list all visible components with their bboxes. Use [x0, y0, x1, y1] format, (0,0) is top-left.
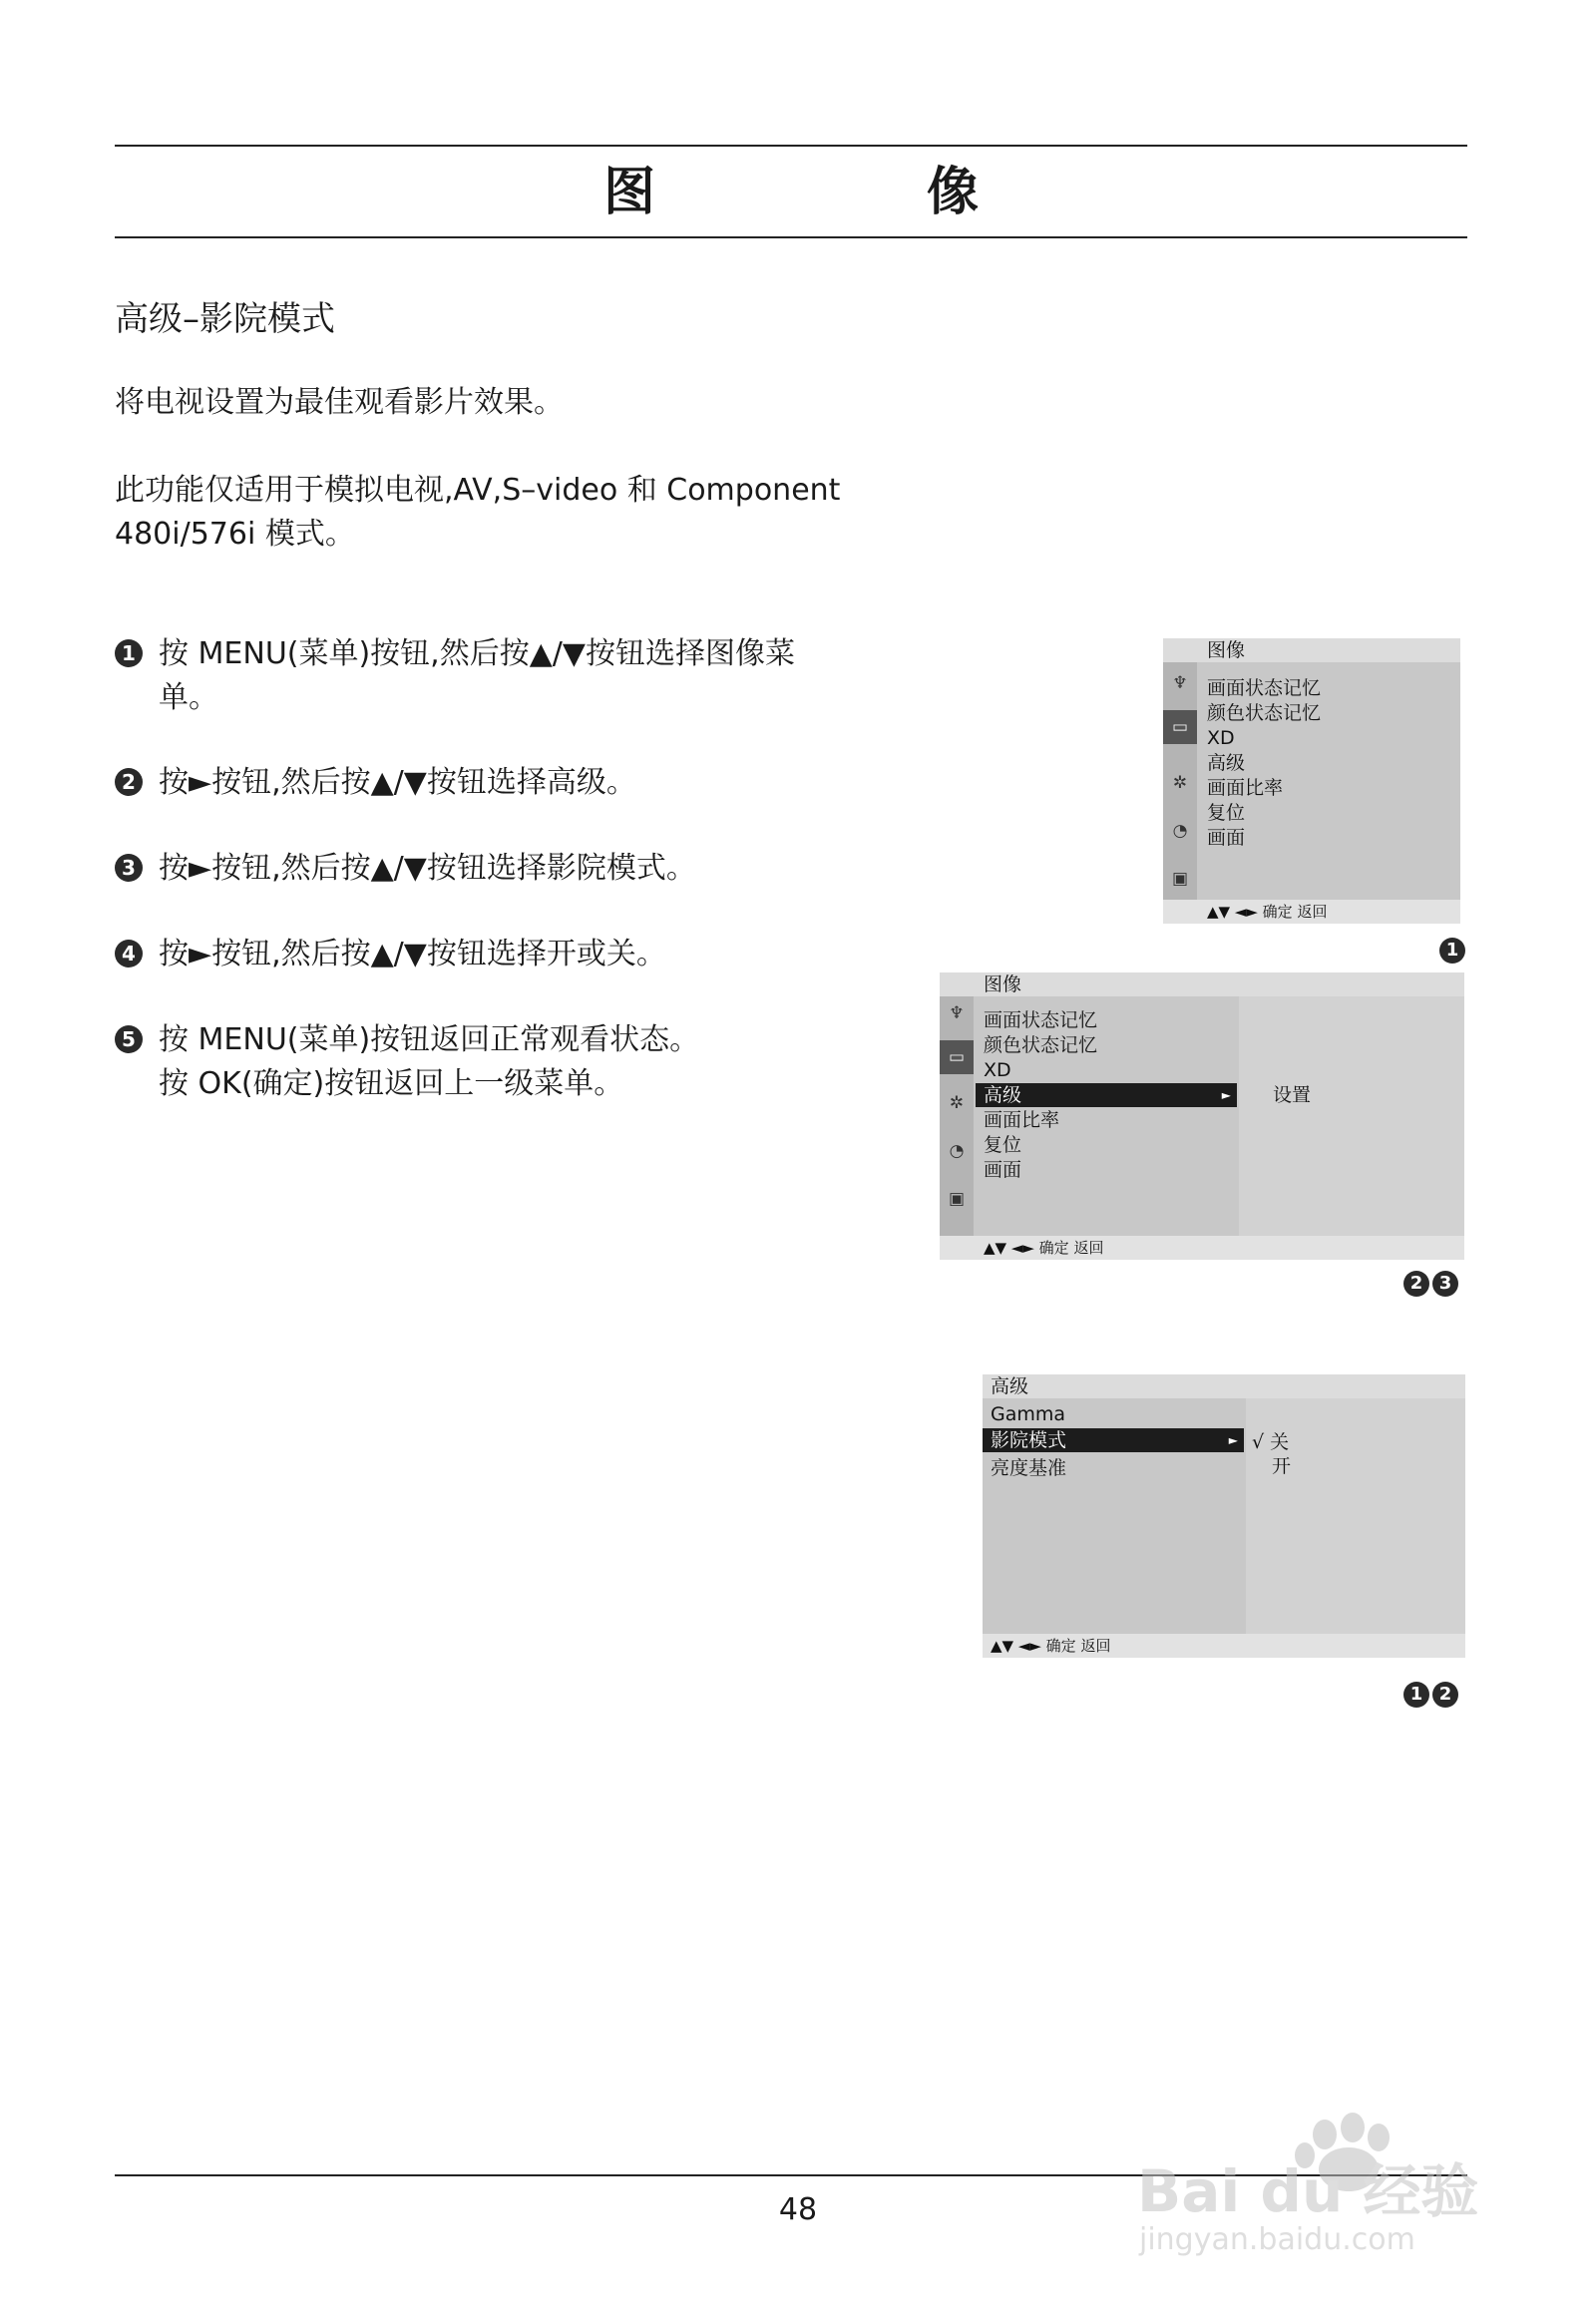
lock-icon: ▣: [1171, 869, 1189, 889]
osd-submenu-pane: [1239, 996, 1464, 1236]
menu-item-selected[interactable]: 高级 ►: [976, 1083, 1237, 1107]
step-text-continued: 按 OK(确定)按钮返回上一级菜单。: [159, 1066, 624, 1101]
section-subtitle: 高级–影院模式: [115, 299, 335, 339]
menu-item[interactable]: 颜色状态记忆: [984, 1034, 1098, 1056]
menu-item[interactable]: 画面状态记忆: [1207, 677, 1322, 699]
step-text: 按 MENU(菜单)按钮返回正常观看状态。: [159, 1022, 700, 1057]
antenna-icon: ♆: [1172, 673, 1188, 693]
step-text: 按►按钮,然后按▲/▼按钮选择影院模式。: [159, 851, 696, 886]
menu-item[interactable]: 画面状态记忆: [984, 1009, 1098, 1031]
step-badge: 2: [115, 768, 143, 796]
sound-icon: ✲: [1172, 773, 1188, 793]
step-text-continued: 单。: [159, 680, 218, 715]
lock-icon: ▣: [948, 1189, 966, 1209]
osd-menu-picture-advanced: [940, 972, 1464, 1260]
osd-menu-advanced-cinema: [983, 1374, 1465, 1658]
step-text: 按►按钮,然后按▲/▼按钮选择高级。: [159, 765, 636, 800]
step-badge: 5: [115, 1025, 143, 1053]
menu-item[interactable]: 画面: [1207, 827, 1246, 849]
menu-item[interactable]: 亮度基准: [991, 1457, 1067, 1479]
figure-badges-3: 1 2: [1400, 1682, 1458, 1708]
note-text-line1: 此功能仅适用于模拟电视,AV,S–video 和 Component: [115, 473, 841, 508]
option-off-checked[interactable]: √ 关: [1252, 1431, 1290, 1453]
menu-item-selected[interactable]: 影院模式 ►: [983, 1428, 1244, 1452]
step-badge: 1: [115, 639, 143, 667]
osd-menu-picture: [1163, 638, 1460, 924]
menu-item[interactable]: 复位: [1207, 802, 1246, 824]
page-number: 48: [778, 2192, 818, 2227]
menu-item[interactable]: 画面比率: [1207, 777, 1284, 799]
note-text-line2: 480i/576i 模式。: [115, 517, 355, 552]
osd-title: 图像: [1163, 638, 1460, 662]
step-badge: 3: [115, 854, 143, 882]
submenu-value[interactable]: 设置: [1273, 1084, 1312, 1106]
step-badge: 4: [115, 940, 143, 968]
step-1: [115, 632, 893, 720]
figure-badges-2: 2 3: [1400, 1271, 1458, 1297]
menu-item[interactable]: 颜色状态记忆: [1207, 702, 1322, 724]
timer-icon: ◔: [1172, 821, 1188, 841]
menu-item[interactable]: 画面: [984, 1159, 1022, 1181]
right-arrow-icon: ►: [1228, 1433, 1238, 1447]
osd-title: 图像: [940, 972, 1464, 996]
picture-icon: ▭: [1163, 710, 1197, 744]
paw-logo-icon: [1127, 2090, 1526, 2259]
step-4: [115, 933, 893, 976]
osd-sidebar: [940, 996, 974, 1236]
watermark-brand: Bai du 经验: [1137, 2157, 1479, 2225]
step-text: 按►按钮,然后按▲/▼按钮选择开或关。: [159, 937, 666, 971]
step-text: 按 MENU(菜单)按钮,然后按▲/▼按钮选择图像菜: [159, 636, 795, 671]
top-rule: [115, 145, 1467, 147]
watermark-url: jingyan.baidu.com: [1139, 2222, 1415, 2257]
osd-footer-hints: ▲▼ ◄► 确定 返回: [940, 1236, 1464, 1260]
menu-item[interactable]: 画面比率: [984, 1109, 1060, 1131]
right-arrow-icon: ►: [1221, 1088, 1231, 1102]
osd-title: 高级: [983, 1374, 1465, 1398]
step-5: [115, 1018, 893, 1106]
menu-item[interactable]: Gamma: [991, 1403, 1066, 1425]
osd-footer-hints: ▲▼ ◄► 确定 返回: [1163, 900, 1460, 924]
baidu-watermark: [1127, 2090, 1526, 2259]
step-3: [115, 847, 893, 891]
osd-sidebar: [1163, 662, 1197, 900]
option-on[interactable]: 开: [1272, 1455, 1292, 1477]
figure-badges-1: 1: [1436, 938, 1465, 964]
picture-icon: ▭: [940, 1040, 974, 1074]
sound-icon: ✲: [949, 1093, 965, 1113]
timer-icon: ◔: [949, 1141, 965, 1161]
step-2: [115, 761, 893, 805]
antenna-icon: ♆: [949, 1003, 965, 1023]
menu-item[interactable]: XD: [984, 1059, 1011, 1081]
menu-item[interactable]: XD: [1207, 727, 1235, 749]
intro-text: 将电视设置为最佳观看影片效果。: [115, 385, 564, 420]
osd-footer-hints: ▲▼ ◄► 确定 返回: [983, 1634, 1465, 1658]
title-underline: [115, 236, 1467, 238]
page-title: 图 像: [602, 163, 1088, 222]
menu-item[interactable]: 高级: [1207, 752, 1246, 774]
menu-item[interactable]: 复位: [984, 1134, 1022, 1156]
